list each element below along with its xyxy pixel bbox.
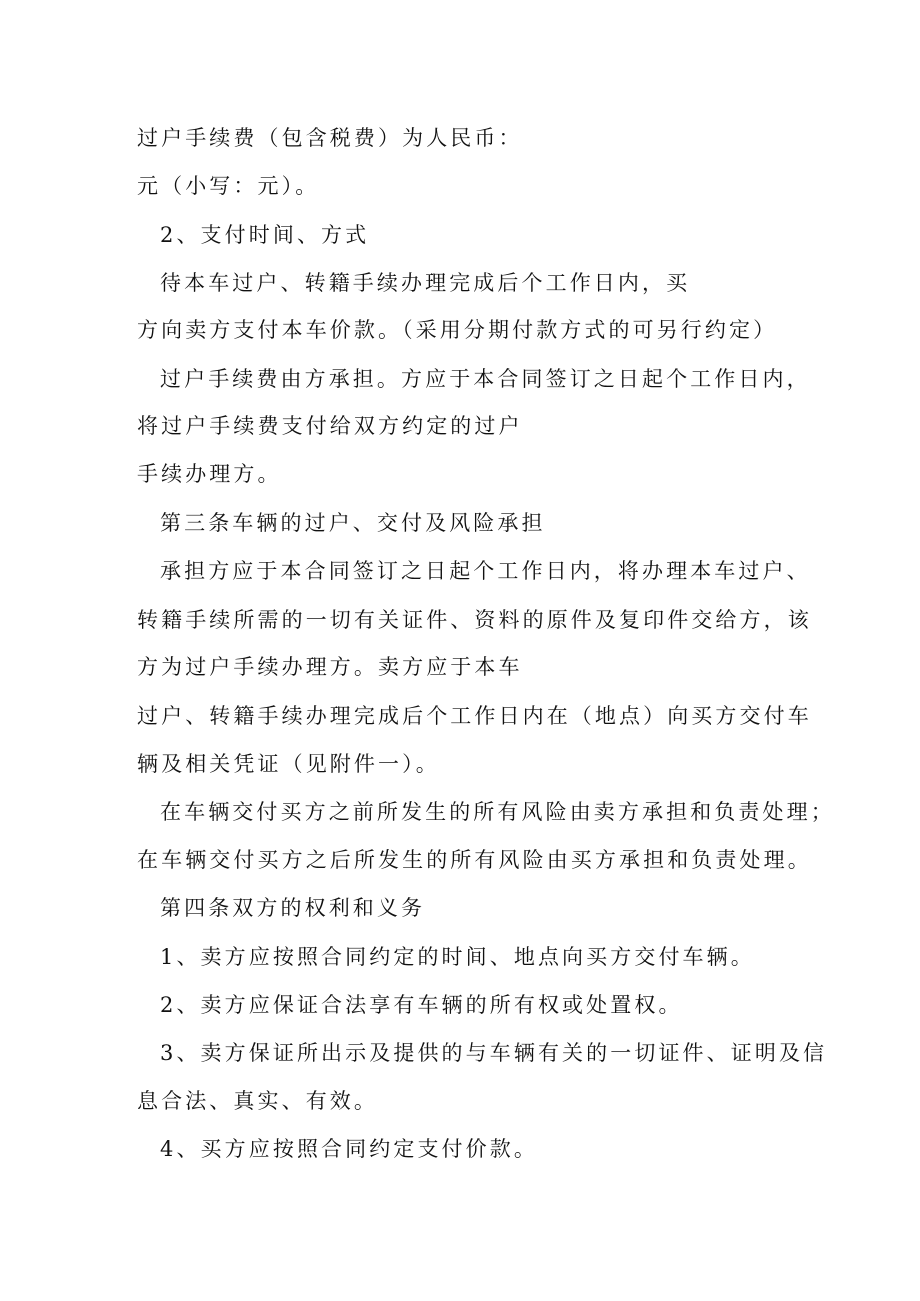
paragraph-line: 辆及相关凭证（见附件一）。 (137, 752, 440, 776)
paragraph-line: 在车辆交付买方之后所发生的所有风险由买方承担和负责处理。 (137, 848, 812, 872)
paragraph-line: 转籍手续所需的一切有关证件、资料的原件及复印件交给方，该 (137, 608, 812, 632)
paragraph-line: 手续办理方。 (137, 462, 282, 486)
section-heading: 第四条双方的权利和义务 (160, 896, 426, 920)
paragraph-line: 在车辆交付买方之前所发生的所有风险由卖方承担和负责处理； (160, 800, 835, 824)
paragraph-line: 过户手续费由方承担。方应于本合同签订之日起个工作日内， (160, 367, 811, 391)
section-heading: 2、支付时间、方式 (160, 223, 370, 247)
paragraph-line: 承担方应于本合同签订之日起个工作日内，将办理本车过户、 (160, 559, 811, 583)
paragraph-line: 息合法、真实、有效。 (137, 1089, 378, 1113)
list-item: 2、卖方应保证合法享有车辆的所有权或处置权。 (160, 993, 683, 1017)
list-item: 1、卖方应按照合同约定的时间、地点向买方交付车辆。 (160, 945, 755, 969)
section-heading: 第三条车辆的过户、交付及风险承担 (160, 511, 546, 535)
paragraph-line: 待本车过户、转籍手续办理完成后个工作日内，买 (160, 271, 691, 295)
paragraph-line: 过户手续费（包含税费）为人民币： (137, 126, 523, 150)
paragraph-line: 元（小写：元）。 (137, 174, 320, 198)
paragraph-line: 方为过户手续办理方。卖方应于本车 (137, 655, 523, 679)
paragraph-line: 将过户手续费支付给双方约定的过户 (137, 414, 523, 438)
list-item: 4、买方应按照合同约定支付价款。 (160, 1137, 538, 1161)
paragraph-line: 过户、转籍手续办理完成后个工作日内在（地点）向买方交付车 (137, 704, 812, 728)
list-item: 3、卖方保证所出示及提供的与车辆有关的一切证件、证明及信 (160, 1041, 828, 1065)
paragraph-line: 方向卖方支付本车价款。（采用分期付款方式的可另行约定） (137, 318, 778, 342)
